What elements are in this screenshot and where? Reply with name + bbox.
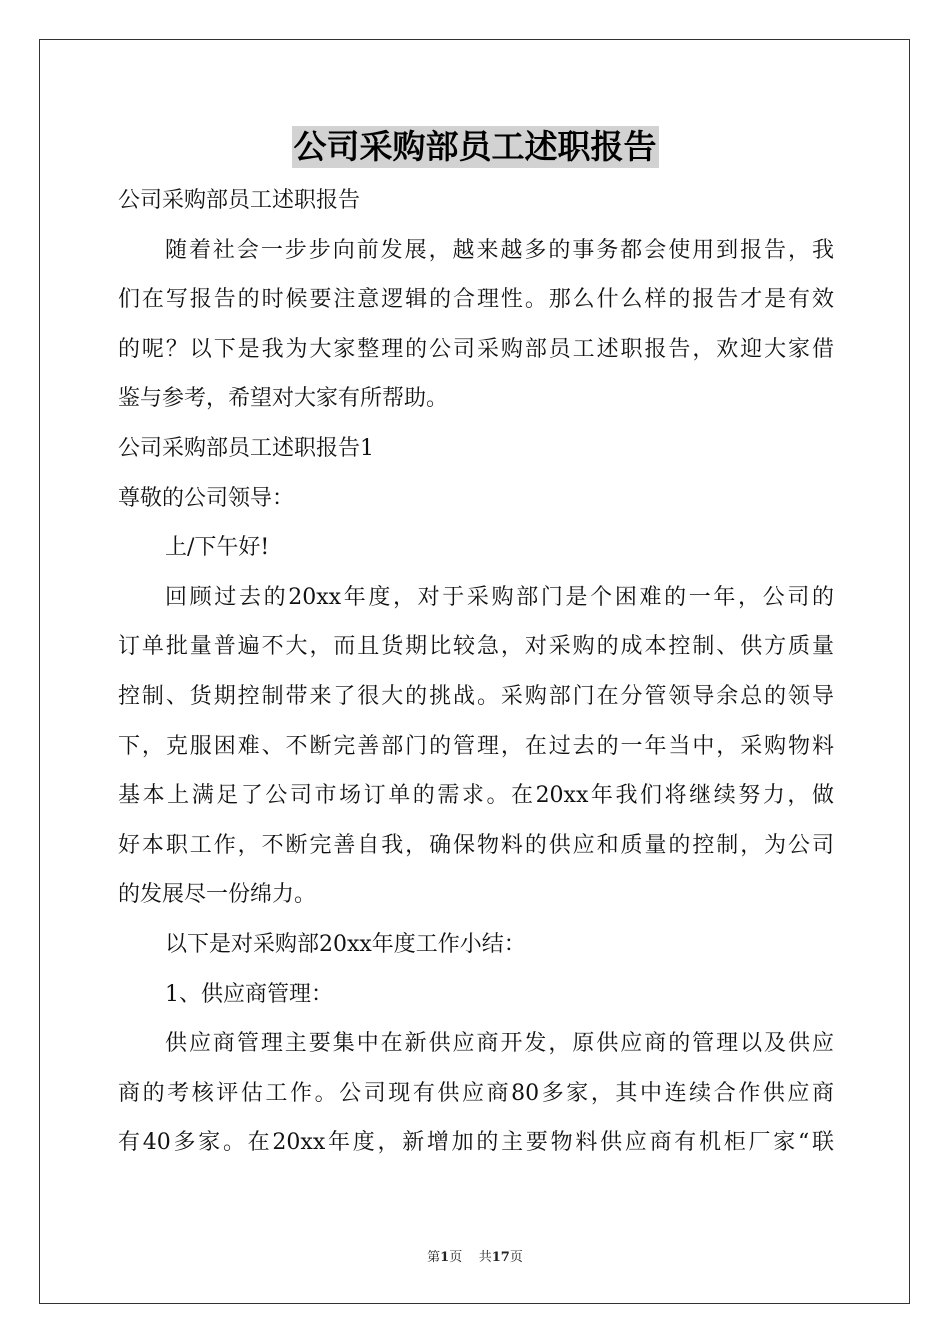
body-line: 供应商管理主要集中在新供应商开发，原供应商的管理以及供应 [165,1031,834,1057]
body-line: 以下是对采购部20xx年度工作小结： [165,931,526,957]
body-line: 1、供应商管理： [165,981,333,1007]
body-line: 的呢？以下是我为大家整理的公司采购部员工述职报告，欢迎大家借 [118,336,834,362]
footer-prefix: 第 [427,1250,441,1265]
footer-page-number: 1 [440,1250,450,1265]
document-title: 公司采购部员工述职报告 [293,127,657,166]
body-line: 回顾过去的20xx年度，对于采购部门是个困难的一年，公司的 [165,584,834,610]
body-line: 订单批量普遍不大，而且货期比较急，对采购的成本控制、供方质量 [118,634,834,660]
body-line: 公司采购部员工述职报告 [118,188,361,213]
footer-total-pages: 17 [491,1250,510,1265]
document-body [118,176,834,1168]
body-line: 们在写报告的时候要注意逻辑的合理性。那么什么样的报告才是有效 [118,287,834,313]
body-line: 下，克服困难、不断完善部门的管理，在过去的一年当中，采购物料 [118,733,834,759]
body-line: 的发展尽一份绵力。 [118,882,317,908]
body-line: 尊敬的公司领导： [118,485,295,511]
title-container [0,126,950,168]
body-line: 商的考核评估工作。公司现有供应商80多家，其中连续合作供应商 [118,1080,834,1106]
body-line: 上/下午好! [165,535,270,561]
body-line: 公司采购部员工述职报告1 [118,435,374,461]
body-line: 鉴与参考，希望对大家有所帮助。 [118,386,449,412]
body-line: 有40多家。在20xx年度，新增加的主要物料供应商有机柜厂家“联 [118,1130,834,1156]
body-line: 好本职工作，不断完善自我，确保物料的供应和质量的控制，为公司 [118,832,834,858]
footer-mid: 页 共 [449,1250,492,1265]
body-line: 基本上满足了公司市场订单的需求。在20xx年我们将继续努力，做 [118,783,834,809]
footer-suffix: 页 [509,1250,523,1265]
page-footer [0,1246,950,1265]
body-line: 随着社会一步步向前发展，越来越多的事务都会使用到报告，我 [165,237,834,263]
body-line: 控制、货期控制带来了很大的挑战。采购部门在分管领导余总的领导 [118,683,834,709]
